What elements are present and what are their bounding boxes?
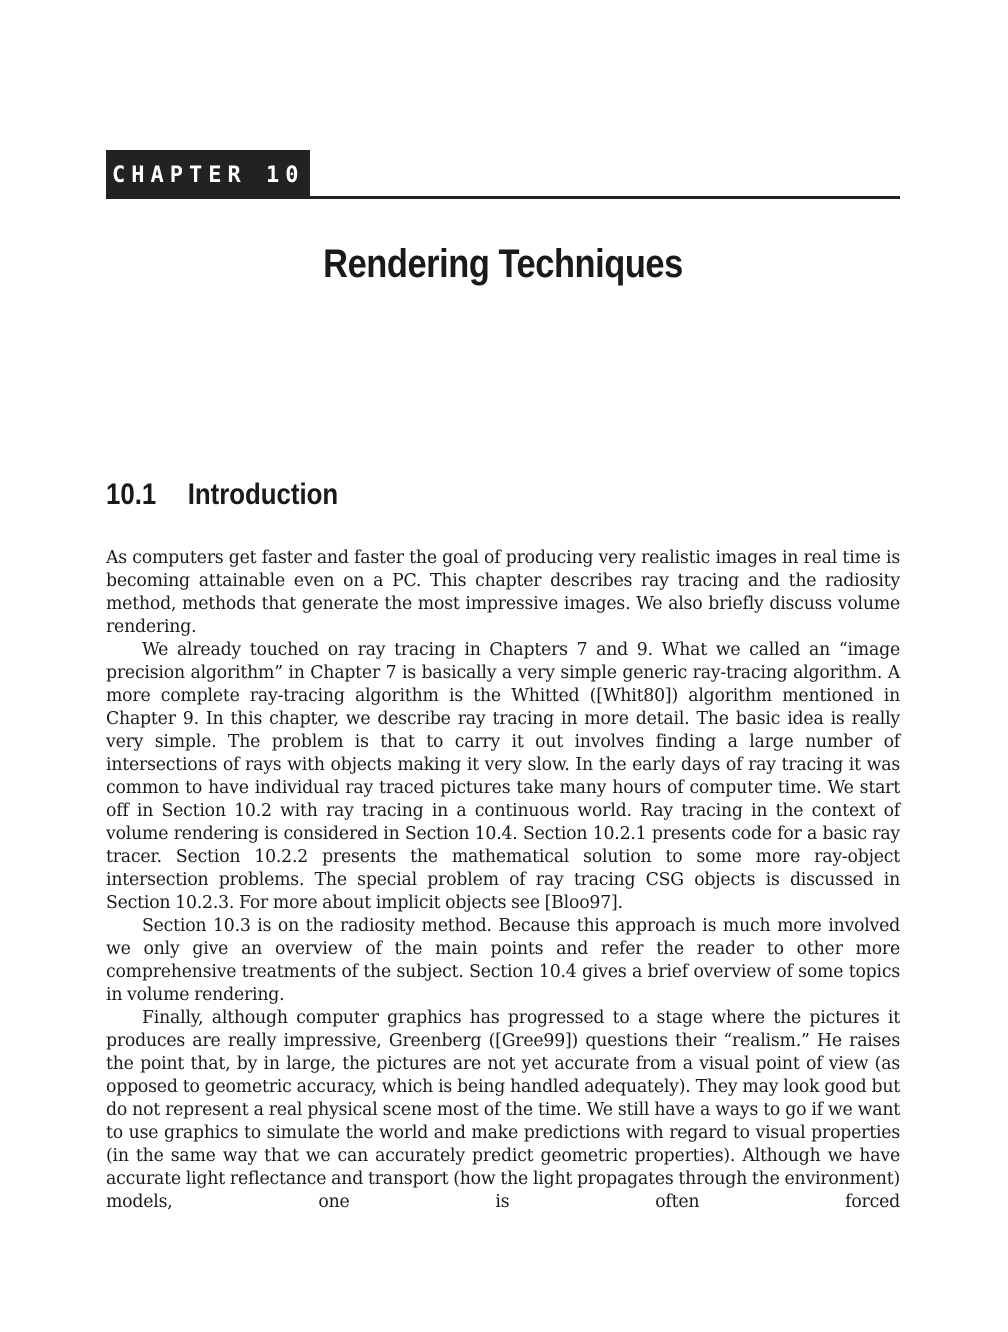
body-text: [106, 547, 900, 1214]
section-heading: [106, 478, 338, 512]
section-title: Introduction: [187, 478, 339, 511]
chapter-title: Rendering Techniques: [323, 242, 683, 286]
paragraph: Section 10.3 is on the radiosity method. Because this approach is much more involved we only give an overview of the main points and refer the reader to other more comprehensive treatments of the subject. Section 10.4 gives a brief overview of some topics in volume rendering.: [106, 916, 900, 1005]
paragraph: As computers get faster and faster the goal of producing very realistic images in real time is becoming attainable even on a PC. This chapter describes ray tracing and the radiosity method, methods that generate the most impressive images. We also briefly discuss volume rendering.: [106, 548, 900, 637]
paragraph: Finally, although computer graphics has progressed to a stage where the pictures it produces are really impressive, Greenberg ([Gree99]) questions their “realism.” He raises the point that, by in large, the pictures are not yet accurate from a visual point of view (as opposed to geometric accuracy, which is being handled adequately). They may look good but do not represent a real physical scene most of the time. We still have a ways to go if we want to use graphics to simulate the world and make predictions with regard to visual properties (in the same way that we can accurately predict geometric properties). Although we have accurate light reflectance and transport (how the light propagates through the environment) models, one is often forced: [106, 1008, 900, 1212]
chapter-rule: [106, 196, 900, 199]
chapter-header: [106, 150, 900, 200]
paragraph: We already touched on ray tracing in Chapters 7 and 9. What we called an “image precision algorithm” in Chapter 7 is basically a very simple generic ray-tracing algorithm. A more complete ray-tracing algorithm is the Whitted ([Whit80]) algorithm mentioned in Chapter 9. In this chapter, we describe ray tracing in more detail. The basic idea is really very simple. The problem is that to carry it out involves finding a large number of intersections of rays with objects making it very slow. In the early days of ray tracing it was common to have individual ray traced pictures take many hours of computer time. We start off in Section 10.2 with ray tracing in a continuous world. Ray tracing in the context of volume rendering is considered in Section 10.4. Section 10.2.1 presents code for a basic ray tracer. Section 10.2.2 presents the mathematical solution to some more ray-object intersection problems. The special problem of ray tracing CSG objects is discussed in Section 10.2.3. For more about implicit objects see [Bloo97].: [106, 640, 900, 913]
chapter-label: CHAPTER 10: [106, 150, 310, 198]
section-number: 10.1: [106, 478, 157, 511]
